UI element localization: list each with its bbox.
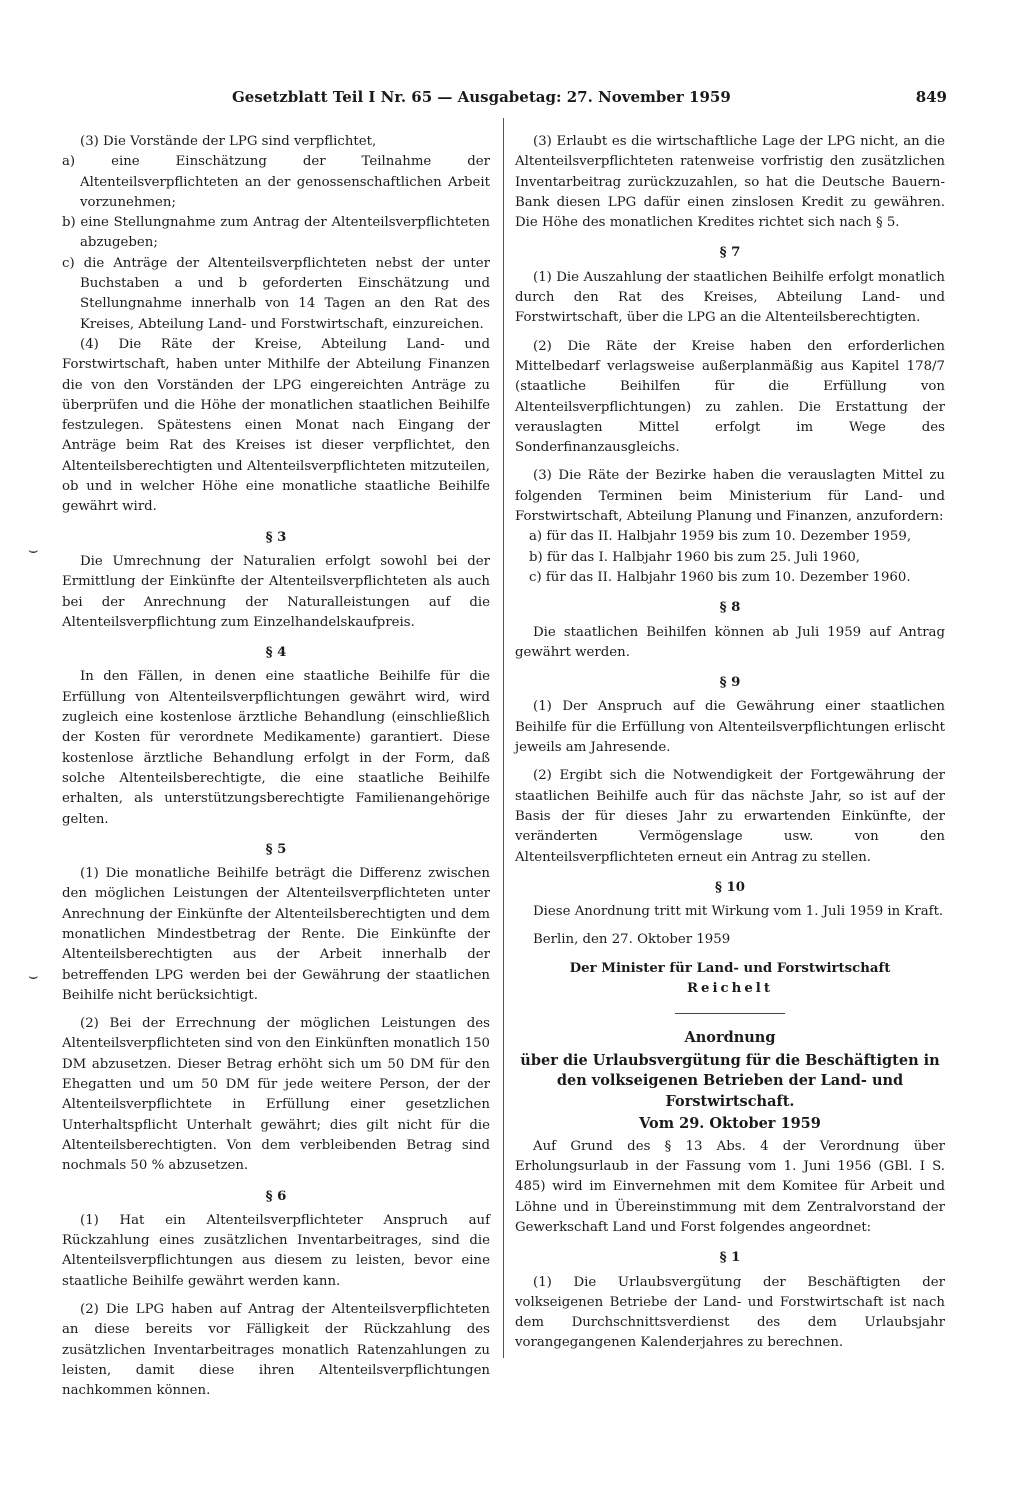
ordinance-date: Vom 29. Oktober 1959 [639,1115,821,1133]
section-8-text: Die staatlichen Beihilfen können ab Juli 1959 auf Antrag gewährt werden. [515,624,945,660]
margin-mark: ⌣ [28,540,39,559]
ordinance-section-1-paragraph-1: (1) Die Urlaubsvergütung der Beschäftigten der volkseigenen Betriebe der Land- und Forstwirtschaft ist nach dem Durchschnittsverdienst des dem Urlaubsjahr vorangegangenen Kalenderjahres zu berechnen. [515,1274,945,1351]
section-10-heading: § 10 [714,879,746,895]
section-9-paragraph-1: (1) Der Anspruch auf die Gewährung einer staatlichen Beihilfe für die Erfüllung von Altenteilsverpflichtungen erlischt jeweils am Jahresende. [515,699,945,756]
section-10-text: Diese Anordnung tritt mit Wirkung vom 1. Juli 1959 in Kraft. [533,904,944,920]
section-9-heading: § 9 [719,675,741,691]
place-date: Berlin, den 27. Oktober 1959 [533,932,731,948]
list-item-b: b) für das I. Halbjahr 1960 bis zum 25. Juli 1960, [529,549,861,565]
left-column [62,132,490,1402]
signer-name: Reichelt [687,980,773,996]
page-number: 849 [915,88,947,106]
section-7-paragraph-2: (2) Die Räte der Kreise haben den erforderlichen Mittelbedarf verlagsweise außerplanmäßig aus Kapitel 178/7 (staatliche Beihilfen für die Erfüllung von Altenteilsverpflichtungen) zu zahlen. Die Erstattung der verauslagten Mittel erfolgt im Wege des Sonderfinanzausgleichs. [515,338,945,456]
ordinance-preamble: Auf Grund des § 13 Abs. 4 der Verordnung über Erholungsurlaub in der Fassung vom 1. Juni 1956 (GBl. I S. 485) wird im Einvernehmen mit dem Komitee für Arbeit und Löhne und in Übereinstimmung mit dem Zentralvorstand der Gewerkschaft Land und Forst folgendes angeordnet: [515,1138,945,1235]
section-4-heading: § 4 [265,645,287,661]
section-7-heading: § 7 [719,245,741,261]
list-item-c: c) für das II. Halbjahr 1960 bis zum 10. Dezember 1960. [529,569,911,585]
list-item-a: a) für das II. Halbjahr 1959 bis zum 10. Dezember 1959, [529,529,912,545]
section-divider [675,1013,785,1014]
section-7-paragraph-3: (3) Die Räte der Bezirke haben die verauslagten Mittel zu folgenden Terminen beim Ministerium für Land- und Forstwirtschaft, Abteilung Planung und Finanzen, anzufordern: [515,468,945,525]
section-9-paragraph-2: (2) Ergibt sich die Notwendigkeit der Fortgewährung der staatlichen Beihilfe auch für das nächste Jahr, so ist auf der Basis der für dieses Jahr zu erwartenden Einkünfte, der veränderten Vermögenslage usw. von den Altenteilsverpflichteten erneut ein Antrag zu stellen. [515,768,945,865]
section-7-paragraph-1: (1) Die Auszahlung der staatlichen Beihilfe erfolgt monatlich durch den Rat des Kreises, Abteilung Land- und Forstwirtschaft, über die LPG an die Altenteilsberechtigten. [515,269,945,326]
section-3-heading: § 3 [265,529,287,545]
header-title: Gesetzblatt Teil I Nr. 65 — Ausgabetag: 27. November 1959 [232,88,731,106]
right-column [515,132,945,1354]
ordinance-title: Anordnung [684,1029,776,1047]
section-5-paragraph-1: (1) Die monatliche Beihilfe beträgt die Differenz zwischen den möglichen Leistungen der Altenteilsverpflichteten unter Anrechnung der Einkünfte der Altenteilsberechtigten und dem monatlichen Mindestbetrag der Rente. Die Einkünfte der Altenteilsberechtigten aus der Arbeit innerhalb der betreffenden LPG werden bei der Gewährung der staatlichen Beihilfe nicht berücksichtigt. [62,866,490,1003]
page-header [60,88,947,112]
section-6-heading: § 6 [265,1188,287,1204]
margin-mark: ⌣ [28,966,39,985]
column-divider [503,118,504,1358]
list-item-c: c) die Anträge der Altenteilsverpflichteten nebst der unter Buchstaben a und b geforderten Einschätzung und Stellungnahme innerhalb von 14 Tagen an den Rat des Kreises, Abteilung Land- und Forstwirtschaft, einzureichen. [62,255,490,332]
ordinance-section-1-heading: § 1 [719,1250,741,1266]
paragraph-3-continued: (3) Erlaubt es die wirtschaftliche Lage der LPG nicht, an die Altenteilsverpflichteten ratenweise vorfristig den zusätzlichen Inventarbeitrag zurückzuzahlen, so hat die Deutsche Bauern-Bank diesen LPG dafür einen zinslosen Kredit zu gewähren. Die Höhe des monatlichen Kredites richtet sich nach § 5. [515,134,945,231]
section-8-heading: § 8 [719,600,741,616]
ordinance-subtitle: über die Urlaubsvergütung für die Beschäftigten in den volkseigenen Betrieben der Land- und Forstwirtschaft. [520,1051,940,1110]
section-5-paragraph-2: (2) Bei der Errechnung der möglichen Leistungen des Altenteilsverpflichteten sind von den Einkünften monatlich 150 DM abzusetzen. Dieser Betrag erhöht sich um 50 DM für den Ehegatten und um 50 DM für jede weitere Person, der der Altenteilsverpflichtete in Erfüllung einer gesetzlichen Unterhaltspflicht Unterhalt gewährt; dies gilt nicht für die Altenteilsberechtigten. Von dem verbleibenden Betrag sind nochmals 50 % abzusetzen. [62,1016,490,1174]
paragraph-4: (4) Die Räte der Kreise, Abteilung Land- und Forstwirtschaft, haben unter Mithilfe der Abteilung Finanzen die von den Vorständen der LPG eingereichten Anträge zu überprüfen und die Höhe der monatlichen staatlichen Beihilfe festzulegen. Spätestens einen Monat nach Eingang der Anträge beim Rat des Kreises ist dieser verpflichtet, den Altenteilsberechtigten und Altenteilsverpflichteten mitzuteilen, ob und in welcher Höhe eine monatliche staatliche Beihilfe gewährt wird. [62,336,490,515]
section-5-heading: § 5 [265,841,287,857]
list-item-b: b) eine Stellungnahme zum Antrag der Altenteilsverpflichteten abzugeben; [62,215,490,251]
section-6-paragraph-1: (1) Hat ein Altenteilsverpflichteter Anspruch auf Rückzahlung eines zusätzlichen Inventarbeitrages, sind die Altenteilsverpflichtungen aus diesem zu leisten, bevor eine staatliche Beihilfe gewährt werden kann. [62,1212,490,1289]
paragraph-3-intro: (3) Die Vorstände der LPG sind verpflichtet, [80,134,377,149]
section-4-text: In den Fällen, in denen eine staatliche Beihilfe für die Erfüllung von Altenteilsverpflichtungen gewährt wird, wird zugleich eine kostenlose ärztliche Behandlung (einschließlich der Kosten für verordnete Medikamente) garantiert. Diese kostenlose ärztliche Behandlung erfolgt in der Form, daß solche Altenteilsberechtigte, die eine staatliche Beihilfe erhalten, als unterstützungsberechtigte Familienangehörige gelten. [62,669,490,827]
minister-title: Der Minister für Land- und Forstwirtschaft [569,960,891,976]
section-3-text: Die Umrechnung der Naturalien erfolgt sowohl bei der Ermittlung der Einkünfte der Altenteilsverpflichteten als auch bei der Anrechnung der Naturalleistungen auf die Altenteilsverpflichtung zum Einzelhandelskaufpreis. [62,553,490,630]
section-6-paragraph-2: (2) Die LPG haben auf Antrag der Altenteilsverpflichteten an diese bereits vor Fälligkeit der Rückzahlung des zusätzlichen Inventarbeitrages monatlich Ratenzahlungen zu leisten, damit diese ihren Altenteilsverpflichtungen nachkommen können. [62,1302,490,1399]
list-item-a: a) eine Einschätzung der Teilnahme der Altenteilsverpflichteten an der genossenschaftlichen Arbeit vorzunehmen; [62,154,490,210]
